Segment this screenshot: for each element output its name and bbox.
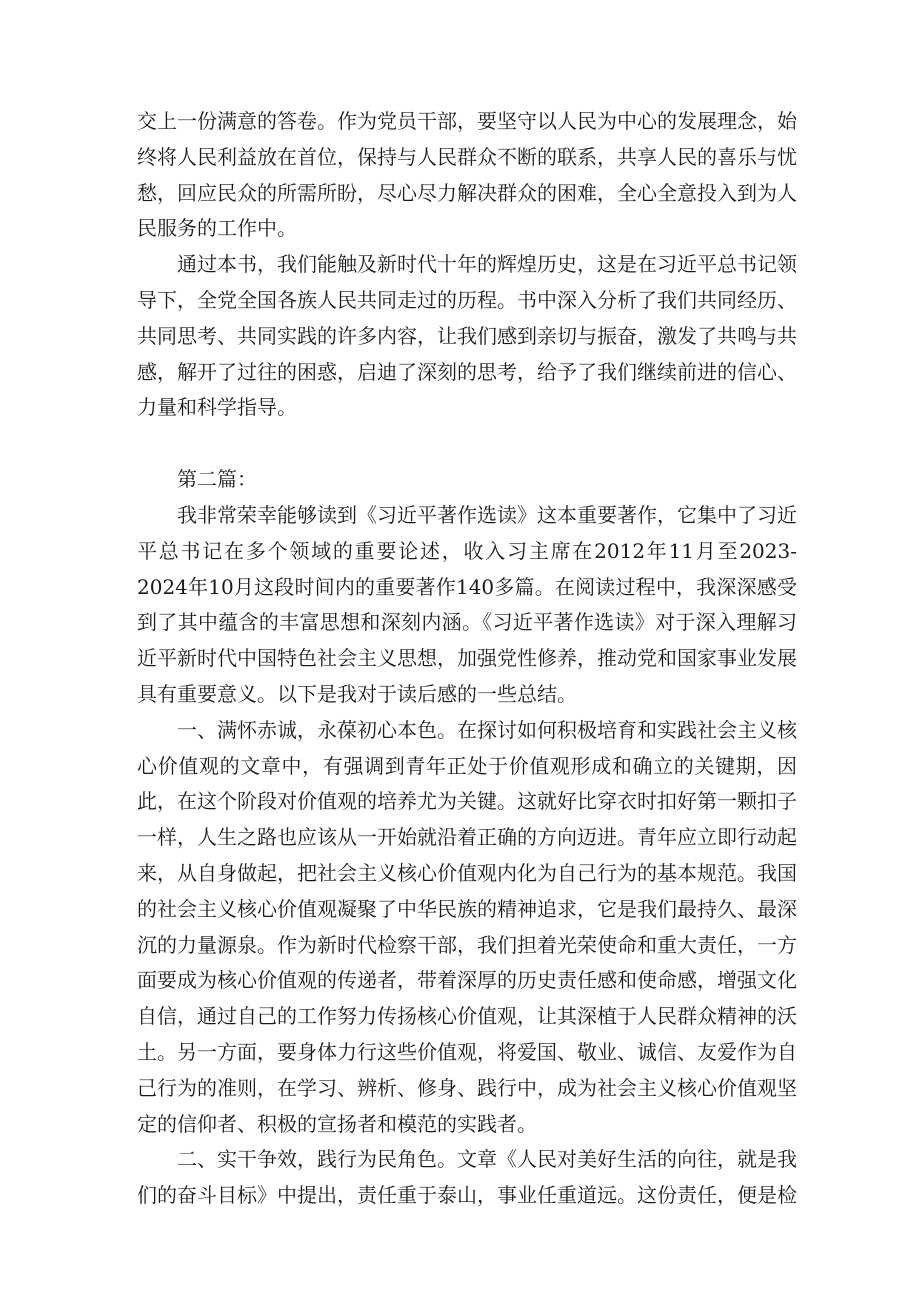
document-page bbox=[137, 104, 797, 1214]
paragraph-point-one: 一、满怀赤诚，永葆初心本色。在探讨如何积极培育和实践社会主义核心价值观的文章中，有强调到青年正处于价值观形成和确立的关键期，因此，在这个阶段对价值观的培养尤为关键。这就好比穿衣时扣好第一颗扣子一样，人生之路也应该从一开始就沿着正确的方向迈进。青年应立即行动起来，从自身做起，把社会主义核心价值观内化为自己行为的基本规范。我国的社会主义核心价值观凝聚了中华民族的精神追求，它是我们最持久、最深沉的力量源泉。作为新时代检察干部，我们担着光荣使命和重大责任，一方面要成为核心价值观的传递者，带着深厚的历史责任感和使命感，增强文化自信，通过自己的工作努力传扬核心价值观，让其深植于人民群众精神的沃土。另一方面，要身体力行这些价值观，将爱国、敬业、诚信、友爱作为自己行为的准则，在学习、辨析、修身、践行中，成为社会主义核心价值观坚定的信仰者、积极的宣扬者和模范的实践者。 bbox=[137, 717, 797, 1136]
paragraph-book-reflection: 通过本书，我们能触及新时代十年的辉煌历史，这是在习近平总书记领导下，全党全国各族人民共同走过的历程。书中深入分析了我们共同经历、共同思考、共同实践的许多内容，让我们感到亲切与振奋，激发了共鸣与共感，解开了过往的困惑，启迪了深刻的思考，给予了我们继续前进的信心、力量和科学指导。 bbox=[137, 252, 797, 420]
paragraph-point-two: 二、实干争效，践行为民角色。文章《人民对美好生活的向往，就是我们的奋斗目标》中提出，责任重于泰山，事业任重道远。这份责任，便是检 bbox=[137, 1147, 797, 1208]
paragraph-continuation: 交上一份满意的答卷。作为党员干部，要坚守以人民为中心的发展理念，始终将人民利益放在首位，保持与人民群众不断的联系，共享人民的喜乐与忧愁，回应民众的所需所盼，尽心尽力解决群众的困难，全心全意投入到为人民服务的工作中。 bbox=[137, 109, 797, 241]
paragraph-introduction: 我非常荣幸能够读到《习近平著作选读》这本重要著作，它集中了习近平总书记在多个领域的重要论述，收入习主席在2012年11月至2023-2024年10月这段时间内的重要著作140多篇。在阅读过程中，我深深感受到了其中蕴含的丰富思想和深刻内涵。《习近平著作选读》对于深入理解习近平新时代中国特色社会主义思想，加强党性修养，推动党和国家事业发展具有重要意义。以下是我对于读后感的一些总结。 bbox=[137, 502, 797, 706]
section-gap bbox=[137, 426, 797, 462]
section-heading: 第二篇： bbox=[177, 467, 257, 492]
